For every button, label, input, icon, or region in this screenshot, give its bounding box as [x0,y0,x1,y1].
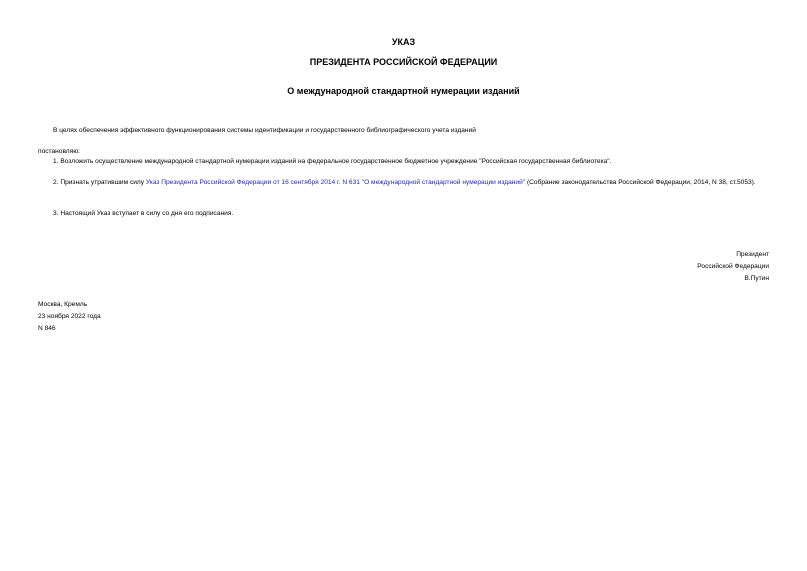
document-subject: О международной стандартной нумерации изданий [287,86,520,96]
item-2-paragraph [38,177,770,188]
signature-country: Российской Федерации [697,263,769,270]
resolve-paragraph: постановляю: [38,148,81,155]
preamble-paragraph: В целях обеспечения эффективного функционирования системы идентификации и государственного библиографического учета изданий [53,127,476,134]
footer-place: Москва, Кремль [38,301,88,308]
signature-block [697,249,769,285]
item-2-suffix: (Собрание законодательства Российской Федерации, 2014, N 38, ст.5053). [525,179,756,186]
item-3-paragraph: 3. Настоящий Указ вступает в силу со дня его подписания. [53,210,234,217]
item-2-prefix: 2. Признать утратившим силу [53,179,146,186]
repealed-decree-link[interactable]: Указ Президента Российской Федерации от 16 сентября 2014 г. N 631 "О международной стандартной нумерации изданий" [145,179,526,186]
footer-number: N 846 [38,325,56,332]
footer-block [38,299,101,335]
signature-position: Президент [736,251,769,258]
document-authority: ПРЕЗИДЕНТА РОССИЙСКОЙ ФЕДЕРАЦИИ [309,57,498,67]
document-title: УКАЗ [391,37,416,47]
signature-name: В.Путин [744,275,769,282]
footer-date: 23 ноября 2022 года [38,313,101,320]
item-1-paragraph: 1. Возложить осуществление международной стандартной нумерации изданий на федеральное государственное бюджетное учреждение "Российская государственная библиотека". [53,158,612,165]
